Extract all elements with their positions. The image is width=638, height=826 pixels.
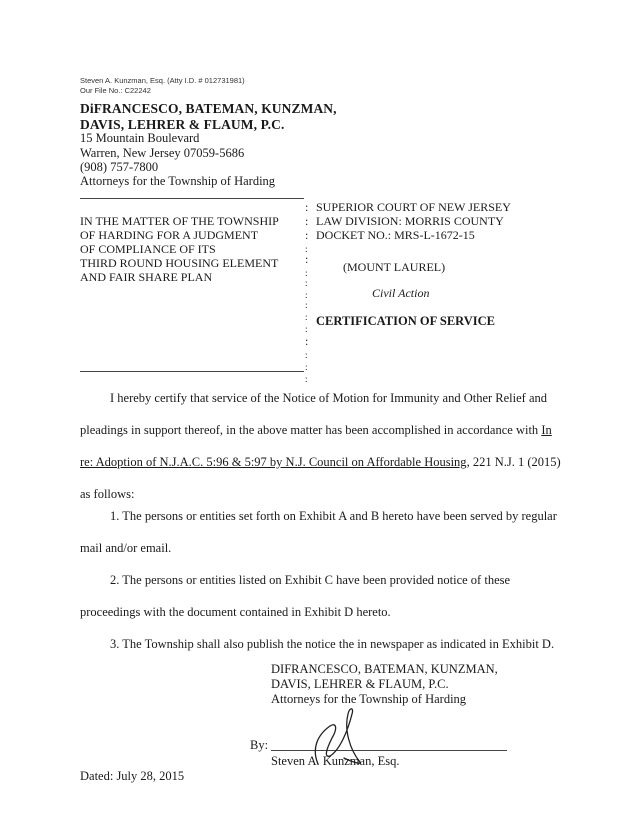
mount-laurel-label: (MOUNT LAUREL) xyxy=(343,260,446,274)
case-citation-start: In xyxy=(541,423,552,437)
matter-line-4: THIRD ROUND HOUSING ELEMENT xyxy=(80,256,279,270)
signature-firm-line-1: DIFRANCESCO, BATEMAN, KUNZMAN, xyxy=(271,662,498,676)
court-name: SUPERIOR COURT OF NEW JERSEY xyxy=(316,200,511,214)
file-number: Our File No.: C22242 xyxy=(80,86,151,95)
matter-line-3: OF COMPLIANCE OF ITS xyxy=(80,242,216,256)
court-division: LAW DIVISION: MORRIS COUNTY xyxy=(316,214,504,228)
firm-role: Attorneys for the Township of Harding xyxy=(80,174,276,188)
document-title: CERTIFICATION OF SERVICE xyxy=(316,314,496,328)
item-3: 3. The Township shall also publish the notice the in newspaper as indicated in Exhibit D. xyxy=(110,637,555,651)
case-citation: re: Adoption of N.J.A.C. 5:96 & 5:97 by N.J. Council on Affordable Housing xyxy=(80,455,467,469)
matter-line-1: IN THE MATTER OF THE TOWNSHIP xyxy=(80,214,279,228)
caption-bottom-rule xyxy=(80,371,304,372)
docket-number: DOCKET NO.: MRS-L-1672-15 xyxy=(316,228,475,242)
by-label: By: xyxy=(250,738,269,752)
item-1-line-2: mail and/or email. xyxy=(80,541,172,555)
firm-name-line-1: DiFRANCESCO, BATEMAN, KUNZMAN, xyxy=(80,101,337,116)
certification-body xyxy=(80,382,570,510)
item-2-line-2: proceedings with the document contained in Exhibit D hereto. xyxy=(80,605,391,619)
matter-line-5: AND FAIR SHARE PLAN xyxy=(80,270,213,284)
item-2-line-1: 2. The persons or entities listed on Exhibit C have been provided notice of these xyxy=(110,573,511,587)
attorney-id-line: Steven A. Kunzman, Esq. (Atty I.D. # 012731981) xyxy=(80,76,245,85)
case-reporter: , 221 N.J. 1 (2015) xyxy=(466,455,561,469)
service-items xyxy=(80,500,570,660)
body-line-1: I hereby certify that service of the Notice of Motion for Immunity and Other Relief and xyxy=(110,391,548,405)
caption-colon-column: : : : : : : : : : : : : : : : xyxy=(305,200,309,384)
body-line-4: as follows: xyxy=(80,487,135,501)
caption-top-rule xyxy=(80,198,304,199)
body-line-2-text: pleadings in support thereof, in the above matter has been accomplished in accordance with xyxy=(80,423,542,437)
firm-phone: (908) 757-7800 xyxy=(80,160,159,174)
item-1-line-1: 1. The persons or entities set forth on Exhibit A and B hereto have been served by regular xyxy=(110,509,557,523)
civil-action-label: Civil Action xyxy=(372,286,430,300)
body-line-2 xyxy=(80,414,570,446)
signature-firm-line-2: DAVIS, LEHRER & FLAUM, P.C. xyxy=(271,677,449,691)
matter-line-2: OF HARDING FOR A JUDGMENT xyxy=(80,228,259,242)
firm-name-line-2: DAVIS, LEHRER & FLAUM, P.C. xyxy=(80,117,285,132)
signature-role: Attorneys for the Township of Harding xyxy=(271,692,467,706)
date-line: Dated: July 28, 2015 xyxy=(80,769,185,783)
firm-address-line-2: Warren, New Jersey 07059-5686 xyxy=(80,146,245,160)
signer-name: Steven A. Kunzman, Esq. xyxy=(271,754,400,768)
body-line-3 xyxy=(80,446,570,478)
firm-address-line-1: 15 Mountain Boulevard xyxy=(80,131,200,145)
